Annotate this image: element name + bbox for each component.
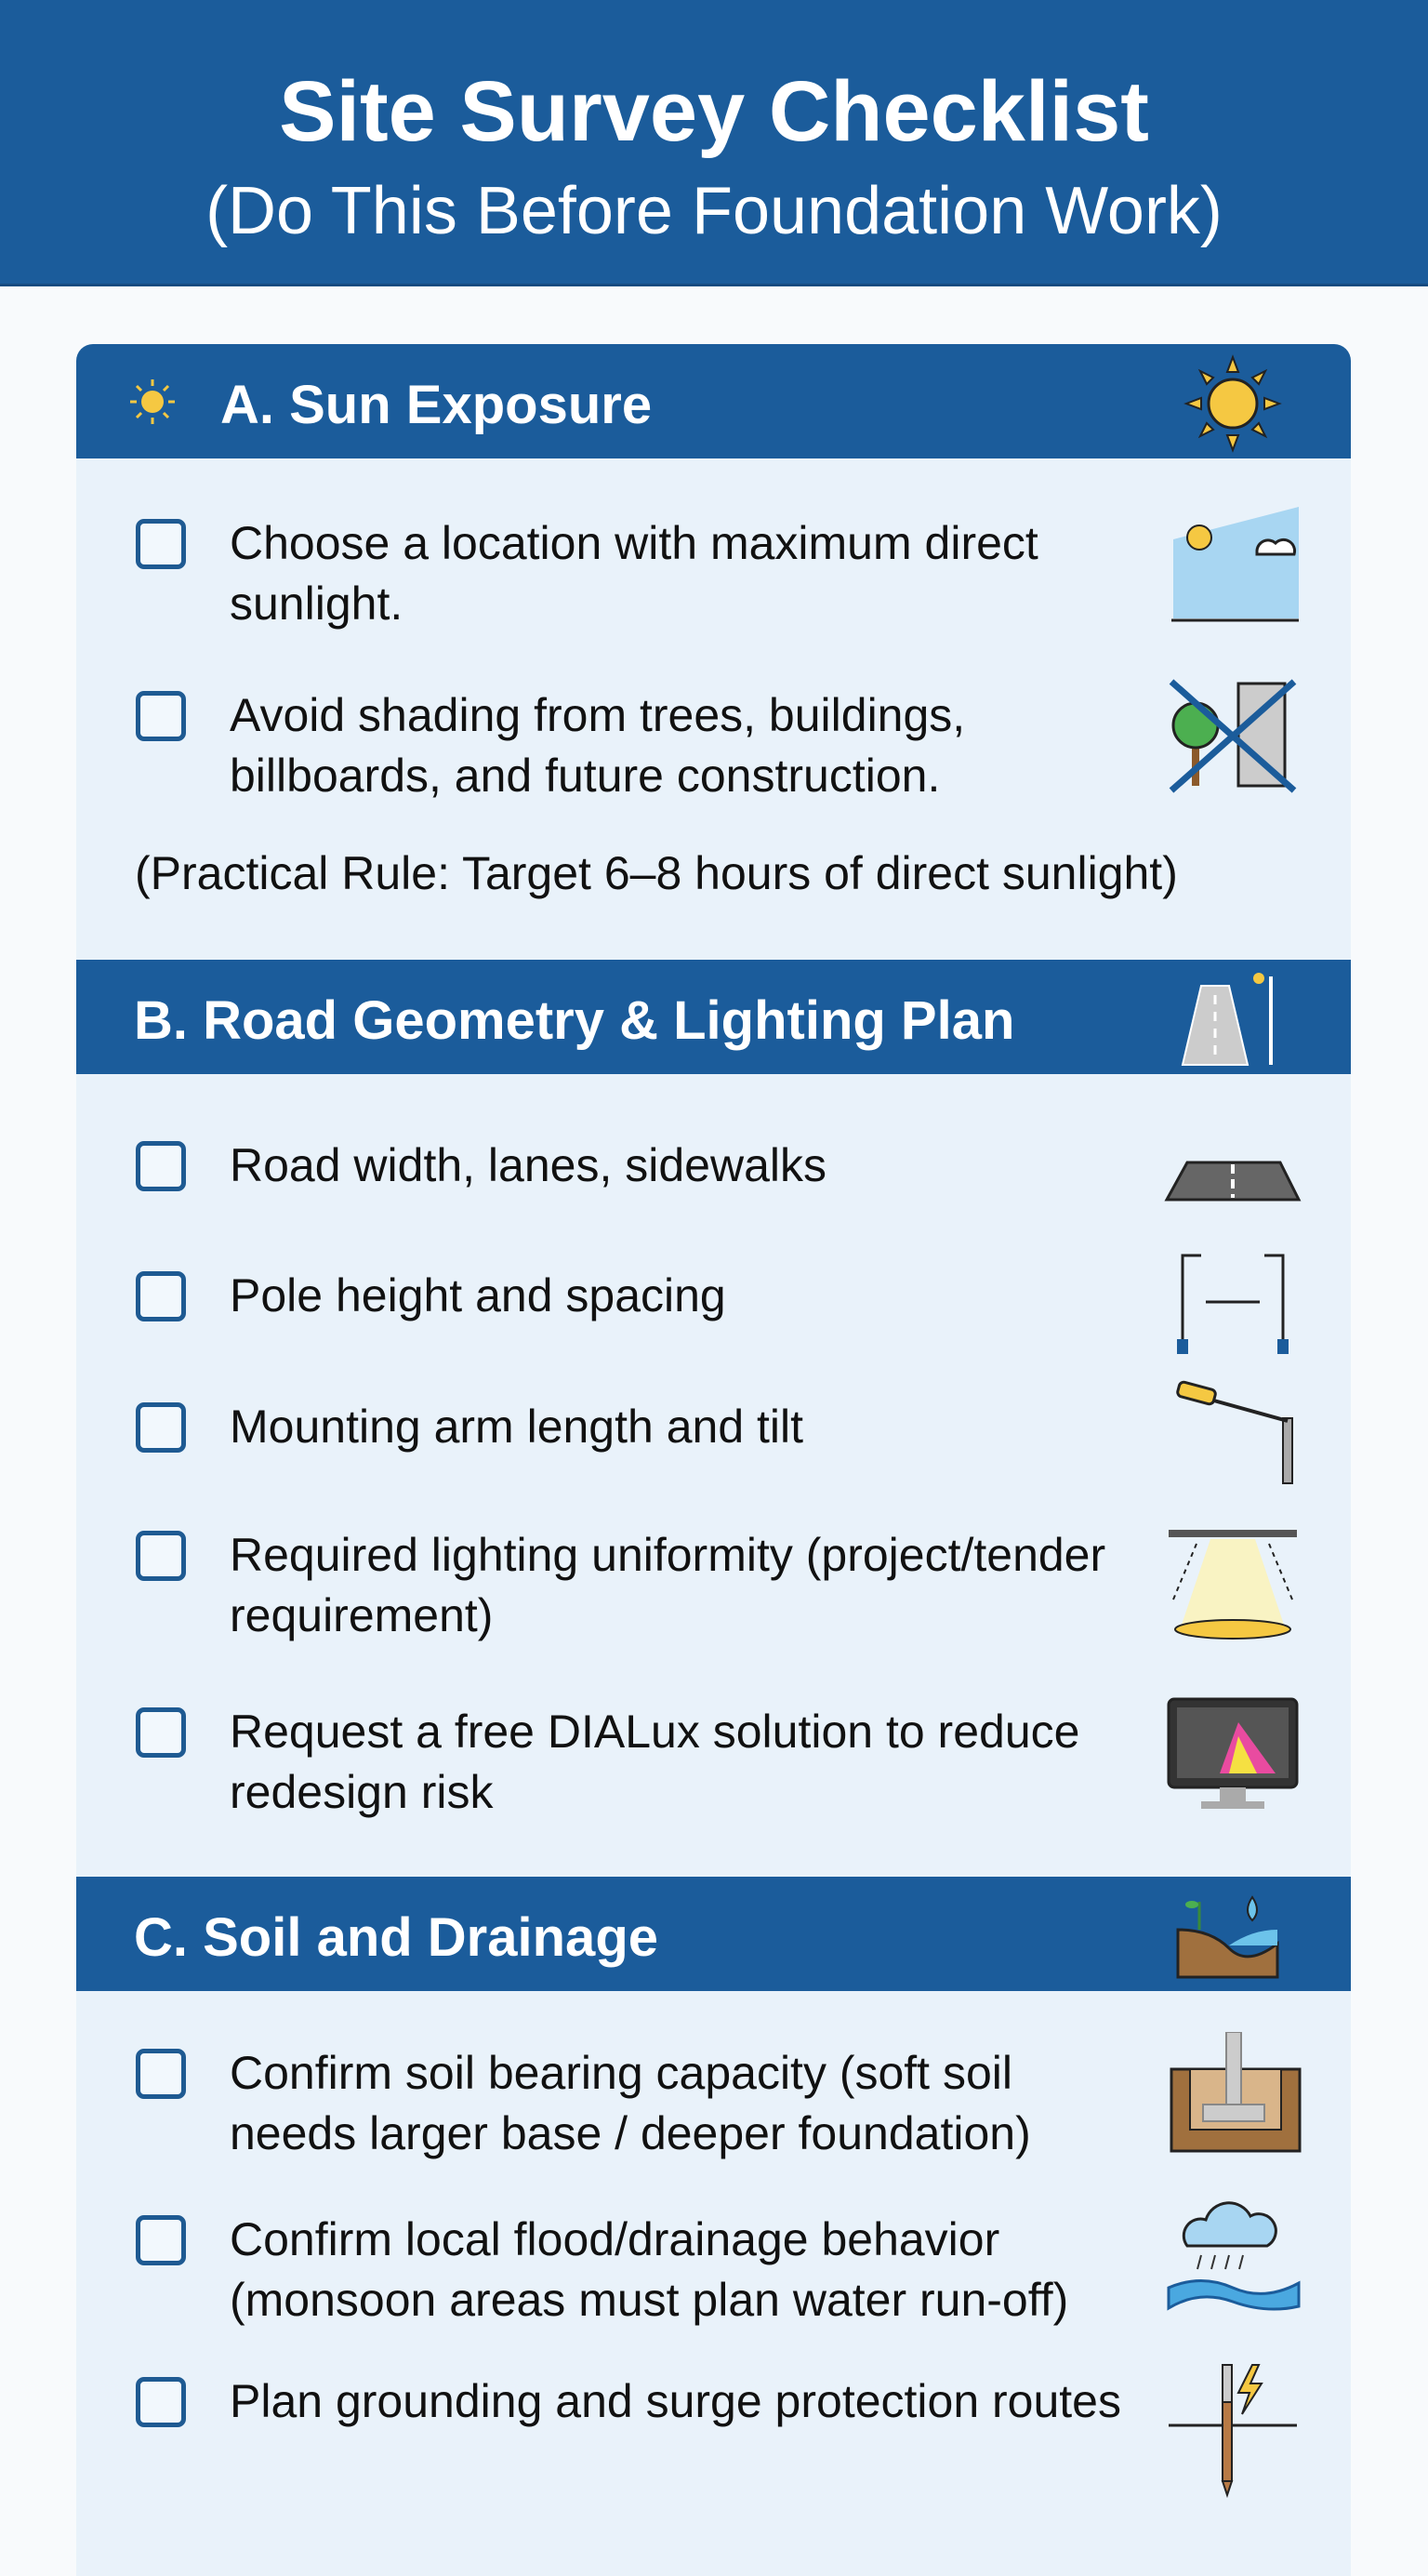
section-header-sun-exposure: [76, 344, 1351, 458]
mounting-arm-icon: [1164, 1367, 1302, 1488]
item-text: Choose a location with maximum direct sunlight.: [230, 517, 1038, 630]
section-header-soil-drainage: [76, 1877, 1351, 1991]
practical-rule-note: (Practical Rule: Target 6–8 hours of direct sunlight): [135, 847, 1178, 899]
checkbox[interactable]: [136, 2215, 186, 2265]
pole-spacing-icon: [1164, 1237, 1302, 1358]
rain-flood-icon: [1164, 2195, 1302, 2316]
item-text: Road width, lanes, sidewalks: [230, 1139, 826, 1191]
foundation-icon: [1164, 2032, 1302, 2153]
soil-water-icon: [1173, 1888, 1280, 1981]
checkbox[interactable]: [136, 691, 186, 741]
section-title: B. Road Geometry & Lighting Plan: [134, 990, 1015, 1051]
checkbox[interactable]: [136, 1707, 186, 1758]
page-subtitle: (Do This Before Foundation Work): [205, 174, 1223, 248]
checkbox[interactable]: [136, 1531, 186, 1581]
item-text: Plan grounding and surge protection routes: [230, 2375, 1121, 2427]
item-text: Pole height and spacing: [230, 1269, 726, 1321]
header-banner: [0, 0, 1428, 286]
section-title: A. Sun Exposure: [220, 375, 653, 435]
checkbox[interactable]: [136, 1141, 186, 1191]
checkbox[interactable]: [136, 1402, 186, 1453]
page-title: Site Survey Checklist: [279, 64, 1149, 159]
road-streetlight-icon: [1173, 967, 1285, 1068]
checkbox[interactable]: [136, 519, 186, 569]
sun-icon: [1183, 353, 1283, 454]
checkbox[interactable]: [136, 2377, 186, 2427]
sun-icon: [128, 378, 177, 426]
item-text: Confirm soil bearing capacity (soft soil needs larger base / deeper foundation): [230, 2047, 1031, 2159]
sun-cloud-sky-icon: [1164, 502, 1302, 623]
checkbox[interactable]: [136, 2049, 186, 2099]
checkbox[interactable]: [136, 1271, 186, 1321]
monitor-icon: [1164, 1694, 1302, 1815]
no-shading-icon: [1164, 674, 1302, 795]
item-text: Request a free DIALux solution to reduce redesign risk: [230, 1706, 1080, 1818]
item-text: Confirm local flood/drainage behavior (monsoon areas must plan water run-off): [230, 2213, 1069, 2326]
section-title: C. Soil and Drainage: [134, 1907, 658, 1968]
road-icon: [1164, 1107, 1302, 1228]
item-text: Avoid shading from trees, buildings, billboards, and future construction.: [230, 689, 966, 802]
grounding-rod-icon: [1164, 2360, 1302, 2500]
item-text: Required lighting uniformity (project/tender requirement): [230, 1529, 1106, 1641]
item-text: Mounting arm length and tilt: [230, 1401, 804, 1453]
light-uniformity-icon: [1164, 1525, 1302, 1646]
section-header-road-geometry: [76, 960, 1351, 1074]
